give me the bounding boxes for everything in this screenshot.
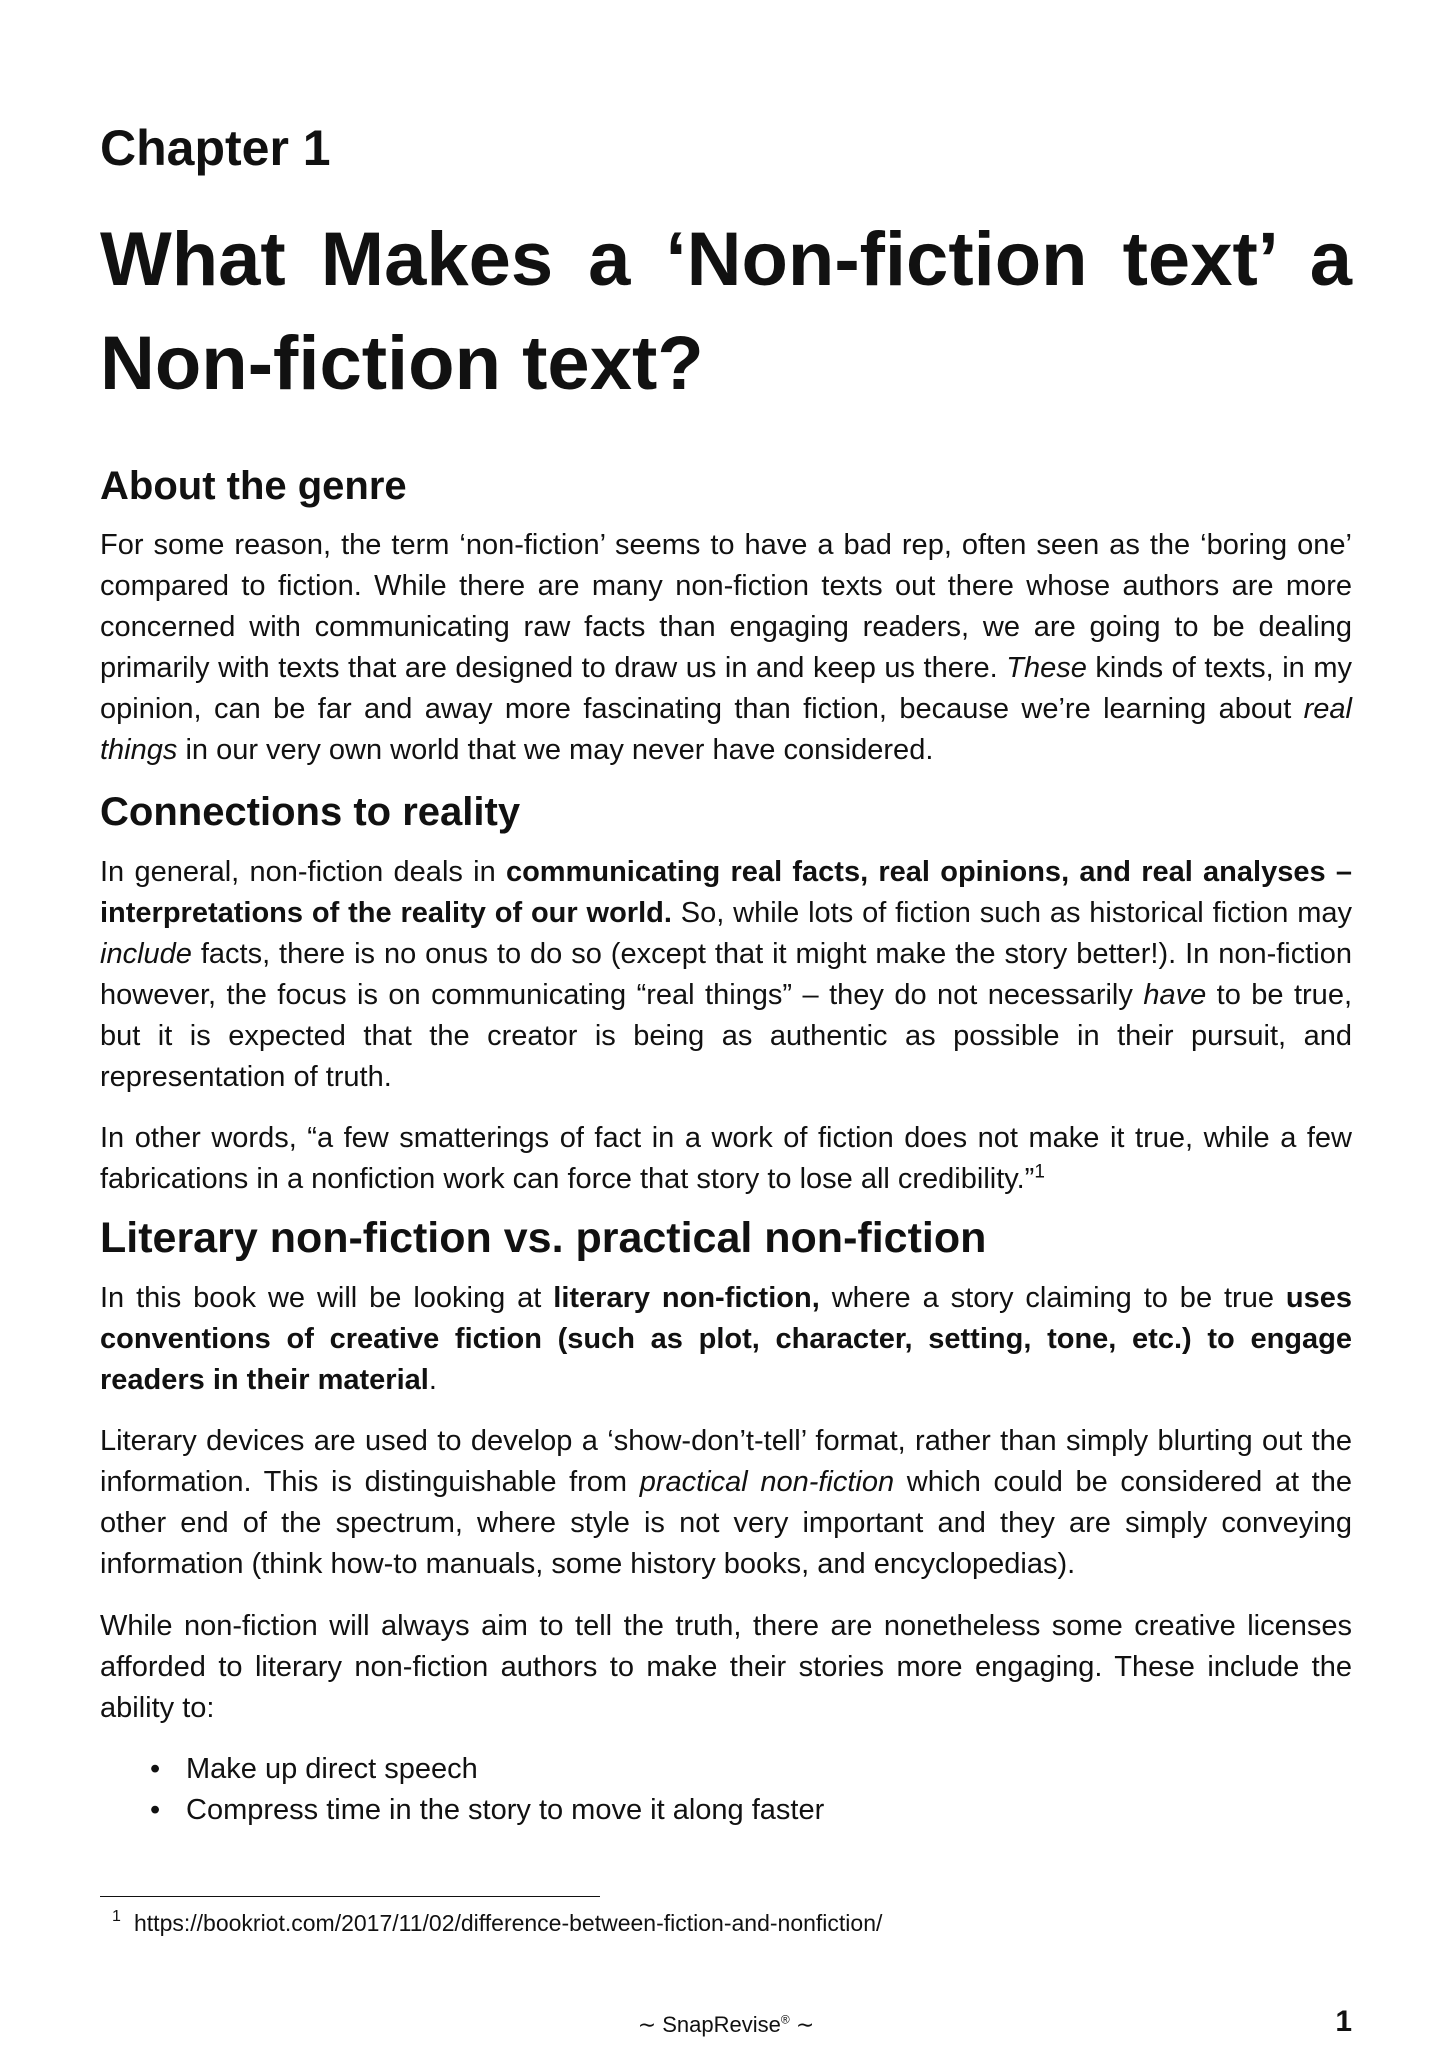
- bullet-marker: •: [150, 1794, 161, 1826]
- footnote-divider: [100, 1896, 600, 1897]
- footer-brand: [100, 2010, 1352, 2040]
- list-item: • Make up direct speech: [150, 1749, 1300, 1790]
- bullet-marker: •: [150, 1753, 161, 1785]
- document-page: [100, 0, 1352, 2050]
- tilde-left: ∼: [637, 2012, 657, 2037]
- list-item: • Compress time in the story to move it along faster: [150, 1790, 1300, 1831]
- page-number: 1: [1335, 2005, 1352, 2038]
- paragraph-about-genre: For some reason, the term ‘non-fiction’ seems to have a bad rep, often seen as the ‘boring one’ compared to fiction. While there are many non-fiction texts out there whose authors are more concerned with communicating raw facts than engaging readers, we are going to be dealing primarily with texts that are designed to draw us in and keep us there. These kinds of texts, in my opinion, can be far and away more fascinating than fiction, because we’re learning about real things in our very own world that we may never have considered.: [100, 529, 1353, 766]
- heading-literary-vs-practical: Literary non-fiction vs. practical non-fiction: [100, 1214, 987, 1262]
- paragraph-literary-nonfiction: In this book we will be looking at literary non-fiction, where a story claiming to be true uses conventions of creative fiction (such as plot, character, setting, tone, etc.) to engage readers in their material.: [100, 1282, 1352, 1396]
- page-footer: [100, 2005, 1352, 2046]
- paragraph-connections-reality: In general, non-fiction deals in communicating real facts, real opinions, and real analyses – interpretations of the reality of our world. So, while lots of fiction such as historical fiction may include facts, there is no onus to do so (except that it might make the story better!). In non-fiction however, the focus is on communicating “real things” – they do not necessarily have to be true, but it is expected that the creator is being as authentic as possible in their pursuit, and representation of truth.: [100, 856, 1352, 1093]
- bullet-list: [150, 1749, 1300, 1831]
- paragraph-creative-licenses: While non-fiction will always aim to tell the truth, there are nonetheless some creative licenses afforded to literary non-fiction authors to make their stories more engaging. These include the ability to:: [100, 1610, 1352, 1724]
- heading-about-genre: About the genre: [100, 464, 407, 508]
- paragraph-other-words: In other words, “a few smatterings of fact in a work of fiction does not make it true, while a few fabrications in a nonfiction work can force that story to lose all credibility.”$^1$: [100, 1122, 1352, 1195]
- registered-mark: ®: [780, 2012, 790, 2027]
- footnote-reference[interactable]: 1: [1034, 1161, 1045, 1183]
- paragraph-literary-devices: Literary devices are used to develop a ‘show-don’t-tell’ format, rather than simply blurting out the information. This is distinguishable from practical non-fiction which could be considered at the other end of the spectrum, where style is not very important and they are simply conveying information (think how-to manuals, some history books, and encyclopedias).: [100, 1425, 1352, 1580]
- heading-connections-reality: Connections to reality: [100, 790, 521, 834]
- brand-name: SnapRevise: [662, 2012, 781, 2037]
- footnote: [112, 1908, 883, 1938]
- tilde-right: ∼: [795, 2012, 815, 2037]
- footnote-number: 1: [112, 1908, 121, 1925]
- page-title: What Makes a ‘Non-fiction text’ a Non-fiction text?: [100, 217, 1352, 406]
- chapter-label: Chapter 1: [100, 120, 331, 176]
- footnote-link[interactable]: https://bookriot.com/2017/11/02/difference-between-fiction-and-nonfiction/: [134, 1910, 883, 1936]
